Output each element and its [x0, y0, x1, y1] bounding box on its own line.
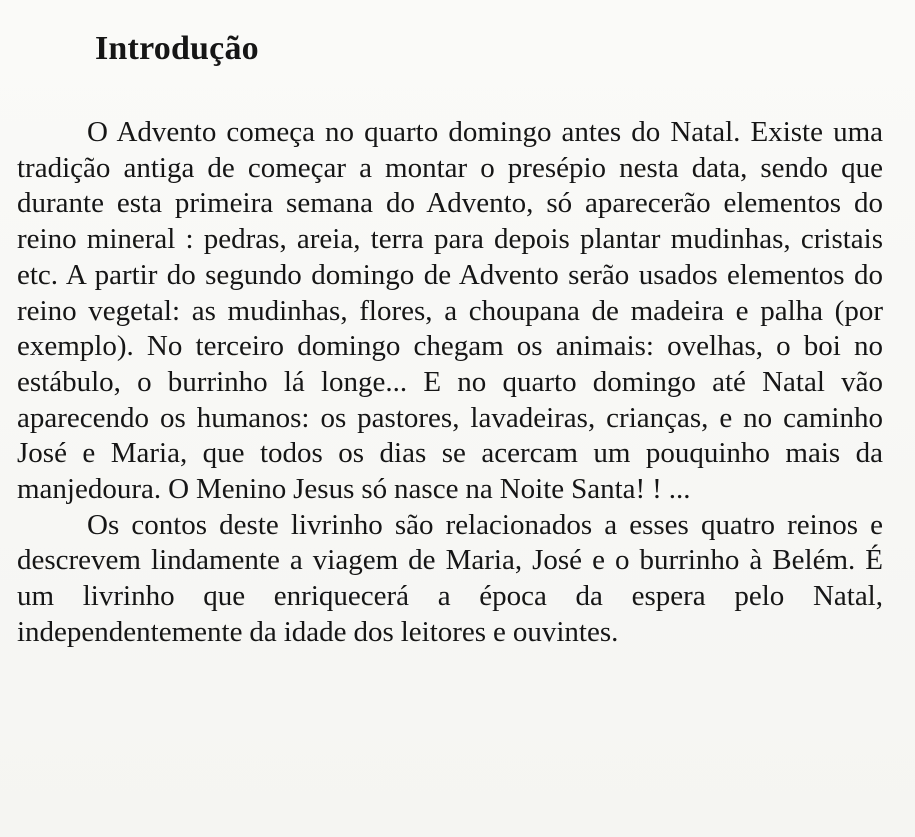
introduction-text [17, 115, 883, 651]
page-title: Introdução [95, 30, 259, 67]
paragraph-book-description: Os contos deste livrinho são relacionados a esses quatro reinos e descrevem lindamente a viagem de Maria, José e o burrinho à Belém. É um livrinho que enriquecerá a época da espera pelo Natal, independentemente da idade dos leitores e ouvintes. [17, 508, 883, 648]
paragraph-advent-tradition: O Advento começa no quarto domingo antes do Natal. Existe uma tradição antiga de começar a montar o presépio nesta data, sendo que durante esta primeira semana do Advento, só aparecerão elementos do reino mineral : pedras, areia, terra para depois plantar mudinhas, cristais etc. A partir do segundo domingo de Advento serão usados elementos do reino vegetal: as mudinhas, flores, a choupana de madeira e palha (por exemplo). No terceiro domingo chegam os animais: ovelhas, o boi no estábulo, o burrinho lá longe... E no quarto domingo até Natal vão aparecendo os humanos: os pastores, lavadeiras, crianças, e no caminho José e Maria, que todos os dias se acercam um pouquinho mais da manjedoura. O Menino Jesus só nasce na Noite Santa! ! ... [17, 116, 883, 506]
